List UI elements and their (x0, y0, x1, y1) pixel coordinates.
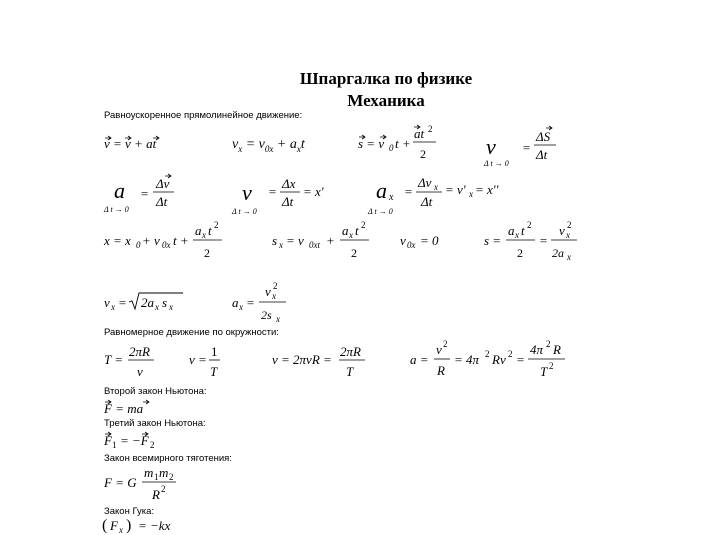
formula-newton3 (104, 430, 174, 452)
formula-displacement-zero-v0 (484, 221, 594, 269)
svg-text:x: x (202, 230, 206, 240)
svg-text:2: 2 (161, 484, 166, 494)
svg-text:m: m (144, 465, 154, 480)
svg-text:v: v (559, 223, 565, 238)
svg-text:v: v (486, 134, 496, 159)
svg-text:F: F (104, 433, 112, 448)
svg-text:x: x (272, 291, 276, 301)
formula-accel-x-limit (366, 172, 516, 218)
svg-text:t: t (208, 223, 212, 238)
svg-text:Δv: Δv (156, 176, 170, 191)
svg-text:= v': = v' (445, 182, 466, 197)
svg-text:+ v: + v (142, 233, 160, 248)
svg-text:x: x (239, 302, 243, 312)
svg-text:a: a (195, 223, 202, 238)
svg-text:x: x (567, 252, 571, 262)
svg-text:Δt: Δt (421, 194, 433, 209)
svg-text:2: 2 (214, 220, 219, 230)
svg-text:): ) (126, 517, 132, 534)
svg-text:F: F (110, 518, 118, 533)
svg-text:v: v (436, 342, 442, 357)
svg-text:v: v (242, 180, 252, 205)
svg-text:Δ t → 0: Δ t → 0 (484, 159, 509, 168)
formula-velocity-vector (104, 134, 174, 156)
svg-text:at: at (414, 126, 425, 141)
svg-text:4π: 4π (530, 342, 544, 357)
svg-text:2s: 2s (261, 308, 272, 322)
svg-text:= −kx: = −kx (138, 518, 171, 533)
svg-text:x: x (434, 182, 438, 192)
svg-text:a: a (376, 178, 387, 203)
svg-text:2a: 2a (141, 295, 154, 310)
formula-displacement-x (272, 221, 382, 265)
formula-velocity-x: $v_x = v_{0x} + a_xt$ (232, 137, 305, 154)
svg-text:2: 2 (273, 281, 278, 291)
svg-text:v: v (137, 364, 143, 379)
section-circular: Равномерное движение по окружности: (104, 327, 279, 338)
svg-text:0xt: 0xt (309, 240, 320, 250)
svg-text:Δv: Δv (418, 175, 432, 190)
svg-text:ν =: ν = (189, 352, 207, 367)
svg-text:0x: 0x (407, 240, 416, 250)
svg-text:2πR: 2πR (129, 344, 150, 359)
svg-text:x: x (566, 230, 570, 240)
svg-text:1: 1 (211, 344, 218, 359)
svg-text:0: 0 (389, 143, 394, 153)
svg-text:2: 2 (527, 220, 532, 230)
formula-hooke (102, 516, 192, 535)
svg-text:= 4π: = 4π (454, 352, 480, 367)
formula-circ-velocity (272, 344, 372, 384)
section-newton3: Третий закон Ньютона: (104, 418, 206, 429)
svg-text:2: 2 (351, 246, 357, 260)
svg-text:T =: T = (104, 352, 124, 367)
svg-text:t: t (521, 223, 525, 238)
svg-text:Δx: Δx (282, 176, 296, 191)
svg-text:x: x (155, 302, 159, 312)
svg-text:2: 2 (567, 220, 572, 230)
formula-velocity-sqrt (104, 291, 194, 315)
svg-text:ΔS: ΔS (536, 129, 551, 144)
formula-velocity-limit (484, 124, 564, 168)
svg-text:x: x (515, 230, 519, 240)
svg-text:R: R (152, 487, 160, 502)
svg-text:Δt: Δt (156, 194, 168, 209)
svg-text:=: = (516, 352, 525, 367)
svg-text:Δt: Δt (536, 147, 548, 162)
svg-text:x: x (276, 314, 280, 324)
svg-text:Δ t → 0: Δ t → 0 (368, 207, 393, 216)
svg-text:F = G: F = G (104, 475, 137, 490)
svg-text:2: 2 (549, 361, 554, 371)
svg-text:(: ( (102, 517, 108, 534)
svg-text:s =: s = (484, 233, 502, 248)
page-subtitle: Механика (347, 91, 425, 110)
svg-text:2: 2 (485, 349, 490, 359)
svg-text:= −F: = −F (120, 433, 149, 448)
svg-text:= 0: = 0 (420, 233, 439, 248)
svg-text:x: x (389, 192, 394, 203)
svg-text:x: x (169, 302, 173, 312)
formula-displacement-vector (358, 124, 448, 164)
formula-period (104, 344, 164, 384)
svg-text:x: x (119, 525, 123, 535)
svg-text:=: = (522, 140, 531, 155)
svg-text:1: 1 (112, 440, 117, 450)
svg-text:Δt: Δt (282, 194, 294, 209)
svg-text:v: v (265, 284, 271, 299)
svg-text:2a: 2a (552, 246, 564, 260)
svg-text:= x': = x' (303, 184, 324, 199)
svg-text:=: = (140, 186, 149, 201)
formula-accel-limit (104, 172, 184, 216)
svg-text:m: m (159, 465, 169, 480)
formula-newton2 (104, 398, 164, 418)
formula-initial-velocity-zero (400, 233, 460, 253)
section-uniform-accel: Равноускоренное прямолинейное движение: (104, 110, 303, 121)
svg-text:+: + (326, 233, 335, 248)
svg-text:2: 2 (546, 339, 551, 349)
svg-text:Rν: Rν (492, 352, 506, 367)
svg-text:t +: t + (395, 136, 411, 151)
svg-text:2: 2 (361, 220, 366, 230)
svg-text:x: x (349, 230, 353, 240)
svg-text:0: 0 (136, 240, 141, 250)
svg-text:s: s (162, 295, 168, 310)
svg-text:2: 2 (169, 472, 174, 482)
svg-text:v: v (400, 233, 406, 248)
svg-text:2: 2 (508, 349, 513, 359)
page-title: Шпаргалка по физике (299, 69, 473, 88)
svg-text:a: a (342, 223, 349, 238)
svg-text:a: a (232, 295, 239, 310)
svg-text:a =: a = (410, 352, 429, 367)
section-gravity: Закон всемирного тяготения: (104, 453, 232, 464)
svg-text:2: 2 (517, 246, 523, 260)
svg-text:=: = (246, 295, 255, 310)
formula-velocity-x-limit (232, 174, 332, 218)
svg-text:=: = (539, 233, 548, 248)
svg-text:T: T (346, 364, 354, 379)
svg-text:2: 2 (204, 246, 210, 260)
svg-text:t +: t + (173, 233, 189, 248)
svg-text:2: 2 (428, 124, 433, 134)
svg-text:T: T (540, 364, 548, 379)
svg-text:v = v + at: v = v + at (104, 136, 157, 151)
svg-text:Δ t → 0: Δ t → 0 (232, 207, 257, 216)
svg-text:2πR: 2πR (340, 344, 361, 359)
svg-text:Δ t → 0: Δ t → 0 (104, 205, 129, 214)
svg-text:t: t (355, 223, 359, 238)
svg-text:F = ma: F = ma (104, 401, 144, 416)
formula-accel-from-s (232, 282, 302, 326)
svg-text:2: 2 (443, 339, 448, 349)
svg-text:R: R (437, 363, 445, 378)
svg-text:T: T (210, 364, 218, 379)
svg-text:v = 2πνR =: v = 2πνR = (272, 352, 332, 367)
svg-text:x: x (279, 240, 283, 250)
svg-text:= v: = v (286, 233, 304, 248)
svg-text:x: x (469, 189, 473, 199)
svg-text:x: x (111, 302, 115, 312)
svg-text:=: = (404, 184, 413, 199)
formula-frequency (189, 344, 229, 384)
section-newton2: Второй закон Ньютона: (104, 386, 207, 397)
svg-text:R: R (553, 342, 561, 357)
svg-text:=: = (268, 184, 277, 199)
svg-text:s: s (272, 233, 278, 248)
svg-text:1: 1 (154, 472, 159, 482)
svg-text:x = x: x = x (104, 233, 131, 248)
svg-text:2: 2 (150, 440, 155, 450)
svg-text:=: = (118, 295, 127, 310)
section-hooke: Закон Гука: (104, 506, 155, 517)
svg-text:a: a (114, 178, 125, 203)
svg-text:s = v: s = v (358, 136, 385, 151)
svg-text:= x'': = x'' (475, 182, 499, 197)
formula-centripetal (410, 340, 580, 386)
formula-gravity (104, 465, 184, 509)
formula-position-x (104, 221, 234, 265)
svg-text:2: 2 (420, 147, 426, 161)
svg-text:0x: 0x (162, 240, 171, 250)
svg-text:v: v (104, 295, 110, 310)
svg-text:a: a (508, 223, 515, 238)
